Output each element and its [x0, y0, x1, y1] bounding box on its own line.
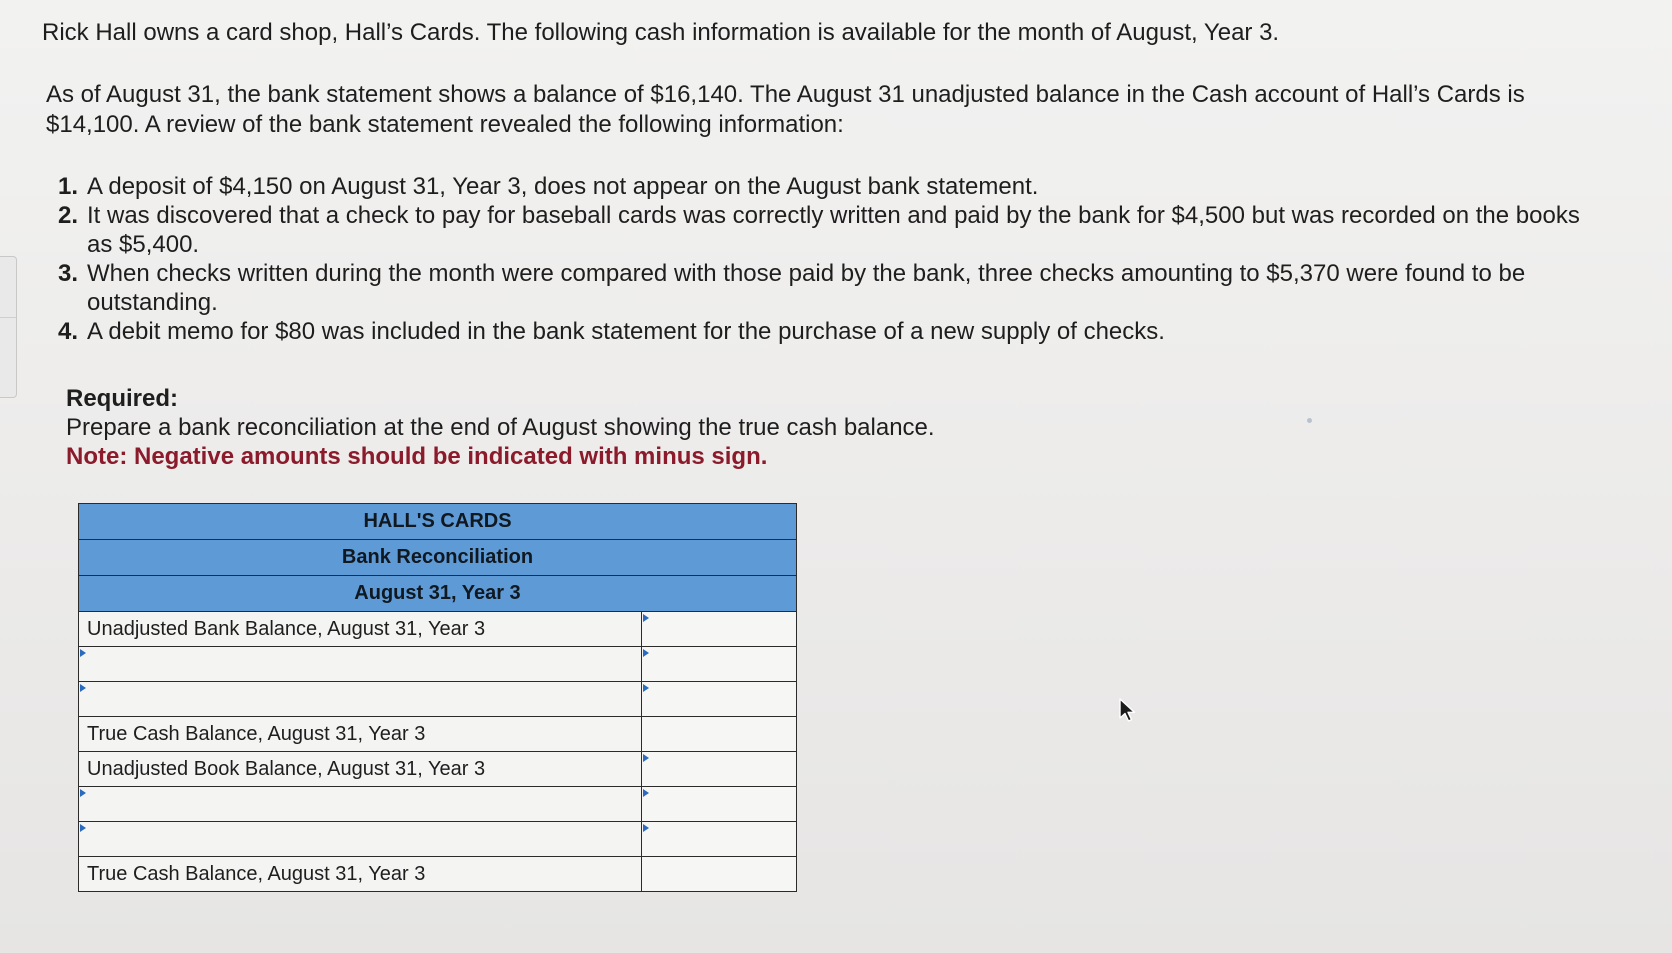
- unadjusted-book-balance-label: Unadjusted Book Balance, August 31, Year 3: [79, 752, 642, 786]
- side-panel-tab[interactable]: [0, 256, 17, 398]
- bank-adjustment-1-select[interactable]: [79, 648, 641, 682]
- book-adjustment-2-input[interactable]: [642, 822, 796, 856]
- book-adjustment-2-select[interactable]: [79, 823, 641, 857]
- dropdown-marker-icon: [80, 824, 86, 832]
- true-cash-balance-book-label: True Cash Balance, August 31, Year 3: [79, 857, 642, 891]
- book-adjustment-2-amount[interactable]: [642, 822, 796, 856]
- true-cash-balance-bank-input[interactable]: [642, 717, 796, 751]
- dropdown-marker-icon: [643, 754, 649, 762]
- dropdown-marker-icon: [643, 614, 649, 622]
- true-cash-balance-bank-label: True Cash Balance, August 31, Year 3: [79, 717, 642, 751]
- table-row: [79, 682, 796, 717]
- list-item: [58, 259, 1598, 317]
- list-item-number: 3.: [58, 260, 79, 287]
- dropdown-marker-icon: [80, 684, 86, 692]
- unadjusted-book-balance-amount[interactable]: [642, 752, 796, 786]
- mouse-pointer-icon: [1118, 698, 1140, 724]
- table-row: [79, 612, 796, 647]
- side-panel-tab-segment: [0, 257, 16, 318]
- table-row: [79, 857, 796, 891]
- book-adjustment-2-label[interactable]: [79, 822, 642, 856]
- required-title: Required:: [66, 385, 179, 412]
- bank-adjustment-1-label[interactable]: [79, 647, 642, 681]
- unadjusted-bank-balance-label: Unadjusted Bank Balance, August 31, Year 3: [79, 612, 642, 646]
- bank-reconciliation-table: [78, 503, 797, 892]
- required-text: Prepare a bank reconciliation at the end of August showing the true cash balance.: [66, 414, 935, 441]
- table-header-date: August 31, Year 3: [79, 576, 796, 612]
- bank-adjustment-1-amount[interactable]: [642, 647, 796, 681]
- problem-list: [58, 172, 1598, 346]
- dropdown-marker-icon: [643, 684, 649, 692]
- book-adjustment-1-label[interactable]: [79, 787, 642, 821]
- list-item-text: When checks written during the month were compared with those paid by the bank, three checks amounting to $5,370 were found to be outstanding.: [87, 260, 1526, 316]
- decorative-dot: [1307, 418, 1312, 423]
- unadjusted-bank-balance-amount[interactable]: [642, 612, 796, 646]
- list-item-text: It was discovered that a check to pay for baseball cards was correctly written and paid by the bank for $4,500 but was recorded on the books as $5,400.: [87, 202, 1580, 258]
- dropdown-marker-icon: [643, 789, 649, 797]
- unadjusted-book-balance-input[interactable]: [642, 752, 796, 786]
- bank-adjustment-2-amount[interactable]: [642, 682, 796, 716]
- dropdown-marker-icon: [80, 649, 86, 657]
- list-item-text: A debit memo for $80 was included in the bank statement for the purchase of a new supply of checks.: [87, 318, 1165, 345]
- dropdown-marker-icon: [80, 789, 86, 797]
- problem-paragraph: As of August 31, the bank statement shows a balance of $16,140. The August 31 unadjusted balance in the Cash account of Hall’s Cards is $14,100. A review of the bank statement revealed the following information:: [46, 81, 1525, 138]
- bank-adjustment-2-input[interactable]: [642, 682, 796, 716]
- true-cash-balance-book-amount[interactable]: [642, 857, 796, 891]
- book-adjustment-1-input[interactable]: [642, 787, 796, 821]
- list-item: [58, 317, 1598, 346]
- list-item: [58, 201, 1598, 259]
- bank-adjustment-2-label[interactable]: [79, 682, 642, 716]
- list-item: [58, 172, 1598, 201]
- table-row: [79, 647, 796, 682]
- table-row: [79, 752, 796, 787]
- list-item-number: 4.: [58, 318, 79, 345]
- dropdown-marker-icon: [643, 649, 649, 657]
- negative-amount-note: Note: Negative amounts should be indicated with minus sign.: [66, 443, 768, 470]
- true-cash-balance-bank-amount[interactable]: [642, 717, 796, 751]
- dropdown-marker-icon: [643, 824, 649, 832]
- table-header-title: Bank Reconciliation: [79, 540, 796, 576]
- unadjusted-bank-balance-input[interactable]: [642, 612, 796, 646]
- bank-adjustment-2-select[interactable]: [79, 683, 641, 717]
- book-adjustment-1-select[interactable]: [79, 788, 641, 822]
- book-adjustment-1-amount[interactable]: [642, 787, 796, 821]
- true-cash-balance-book-input[interactable]: [642, 857, 796, 891]
- table-row: [79, 787, 796, 822]
- list-item-number: 1.: [58, 173, 79, 200]
- list-item-number: 2.: [58, 202, 79, 229]
- table-row: [79, 822, 796, 857]
- required-section: [66, 384, 935, 471]
- table-row: [79, 717, 796, 752]
- list-item-text: A deposit of $4,150 on August 31, Year 3, does not appear on the August bank statement.: [87, 173, 1039, 200]
- table-header-company: HALL'S CARDS: [79, 504, 796, 540]
- problem-intro: Rick Hall owns a card shop, Hall’s Cards. The following cash information is available for the month of August, Year 3.: [42, 19, 1280, 46]
- bank-adjustment-1-input[interactable]: [642, 647, 796, 681]
